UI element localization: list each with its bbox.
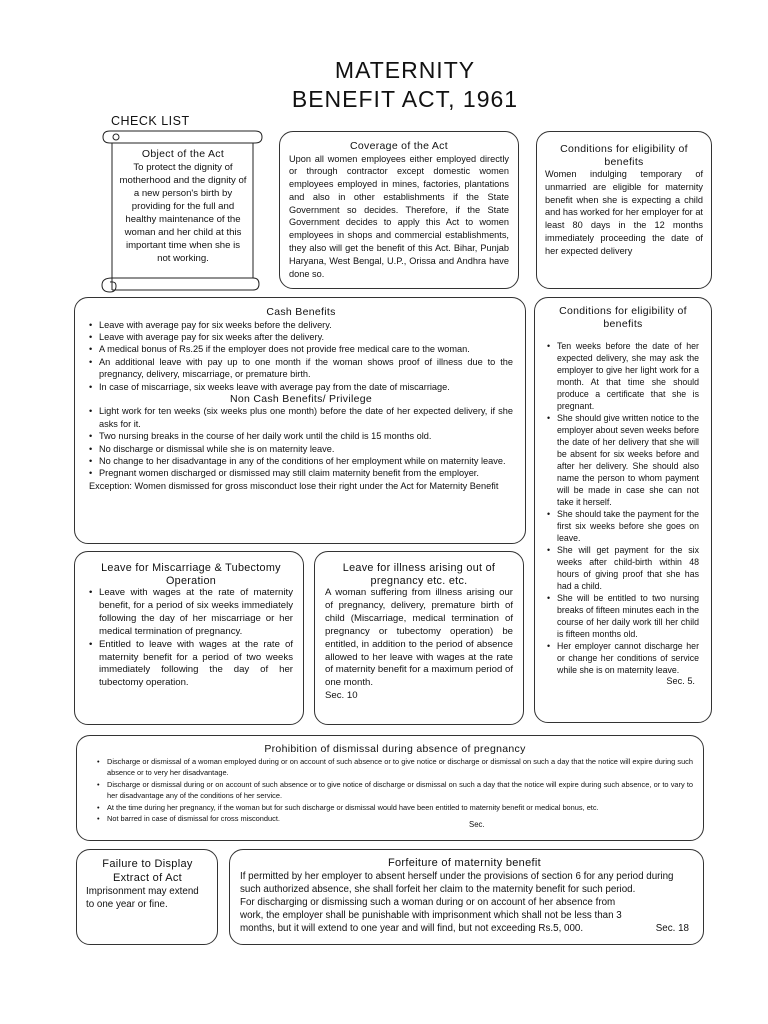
noncash-heading: Non Cash Benefits/ Privilege [229,392,373,405]
title-line-2: BENEFIT ACT, 1961 [291,86,519,112]
page-title [200,56,610,114]
eligibility-1-text: Women indulging temporary of unmarried are eligible for maternity benefit when she is expecting a child and has worked for her employer for at least 80 days in the 12 months immediately proceeding the date of her expected delivery [545,169,703,256]
eligibility-box-2 [534,297,712,723]
coverage-box [279,131,519,289]
list-item: • She should take the payment for the first six weeks before she goes on leave. [557,508,699,544]
list-item: • No change to her disadvantage in any of the conditions of her employment while on maternity leave. [99,455,513,467]
eligibility-box-1 [536,131,712,289]
list-item: • At the time during her pregnancy, if the woman but for such discharge or dismissal would have been entitled to maternity benefit or medical bonus, etc. [107,802,693,814]
list-item: • An additional leave with pay up to one month if the woman shows proof of illness due to the pregnancy, delivery, miscarriage, or premature birth. [99,356,513,381]
cash-heading: Cash Benefits [266,306,336,318]
forfeiture-section: Sec. 18 [655,922,689,934]
list-item: • She will get payment for the six weeks after child-birth within 48 hours of giving proof that she has had a child. [557,544,699,592]
list-item: • In case of miscarriage, six weeks leave with average pay from the date of miscarriage. [99,381,513,393]
list-item: • Two nursing breaks in the course of her daily work until the child is 15 months old. [99,430,513,442]
eligibility-2-section: Sec. 5. [666,676,695,686]
coverage-heading: Coverage of the Act [350,140,448,152]
list-item: • Entitled to leave with wages at the rate of maternity benefit for a period of two weeks immediately following the day of her tubectomy operation. [99,639,293,691]
list-item: • Leave with wages at the rate of maternity benefit, for a period of six weeks immediately following the day of her miscarriage or her medical termination of pregnancy. [99,587,293,639]
cash-exception: Exception: Women dismissed for gross misconduct lose their right under the Act for Maternity Benefit [89,480,499,491]
illness-heading: Leave for illness arising out of pregnancy etc. etc. [342,562,496,587]
scroll-bottom-curl [102,278,116,292]
illness-box [314,551,524,725]
eligibility-2-heading: Conditions for eligibility of benefits [559,305,687,330]
list-item: • Light work for ten weeks (six weeks plus one month) before the date of her expected delivery, if she asks for it. [99,405,513,430]
scroll-top-curl [113,134,119,140]
failure-text: Imprisonment may extend to one year or fine. [86,886,199,911]
list-item: • Not barred in case of dismissal for cross misconduct. [107,813,693,825]
eligibility-1-heading: Conditions for eligibility of benefits [560,143,688,168]
list-item: • Pregnant women discharged or dismissed may still claim maternity benefit from the employer. [99,467,513,479]
failure-heading: Failure to Display Extract of Act [102,858,193,884]
forfeiture-box [229,849,704,945]
list-item: • Discharge or dismissal of a woman employed during or on account of such absence or to give notice or discharge or dismissal on such a day that the notice will expire during such absence or to very her disadvantage. [107,756,693,779]
scroll-top-roll [103,131,262,143]
checklist-label: CHECK LIST [111,114,190,128]
title-line-1: MATERNITY [334,57,476,83]
object-text: To protect the dignity of motherhood and the dignity of a new person's birth by providing for the full and healthy maintenance of the woman and her child at this important time when she is not working. [119,161,247,264]
object-panel [118,148,248,265]
prohibition-box [76,735,704,841]
miscarriage-heading: Leave for Miscarriage & Tubectomy Operation [101,562,281,587]
list-item: • She will be entitled to two nursing breaks of fifteen minutes each in the course of her daily work till her child is fifteen months old. [557,592,699,640]
forfeiture-heading: Forfeiture of maternity benefit [388,857,541,869]
eligibility-2-list [547,340,699,676]
list-item: • She should give written notice to the employer about seven weeks before the date of her delivery that she will be absent for six weeks before and after her delivery. She should also name the person to whom payment will be made in case she can not take it herself. [557,412,699,508]
list-item: • Leave with average pay for six weeks after the delivery. [99,331,513,343]
prohibition-list [97,756,693,825]
list-item: • A medical bonus of Rs.25 if the employer does not provide free medical care to the woman. [99,343,513,355]
noncash-list [89,405,513,479]
list-item: • Discharge or dismissal during or on account of such absence or to give notice of discharge or dismissal on such a day that the notice will expire during such absence, or to vary to her disadvantage any of the conditions of her service. [107,779,693,802]
scroll-bottom-roll [112,278,259,290]
illness-section: Sec. 10 [325,690,358,702]
list-item: • Her employer cannot discharge her or change her conditions of service while she is on maternity leave. [557,640,699,676]
coverage-text: Upon all women employees either employed directly or through contractor except domestic women employees employed in mines, factories, plantations and also in other establishments if the State Government so decides. Therefore, if the State Government decides to apply this Act to women employees in shops and commercial establishments, they also will get the benefit of this Act. Bihar, Punjab Haryana, West Bengal, U.P., Orissa and Andhra have done so. [289,153,509,279]
forfeiture-para-2: For discharging or dismissing such a woman during or on account of her absence from work, the employer shall be punishable with imprisonment which shall not be less than 3 months, but it will extend to one year and will find, but not exceeding Rs.5, 000. [240,896,622,934]
prohibition-heading: Prohibition of dismissal during absence of pregnancy [264,743,526,755]
object-heading: Object of the Act [141,148,225,160]
prohibition-section: Sec. [469,820,485,829]
failure-box [76,849,218,945]
forfeiture-para-2-wrap [240,896,689,935]
miscarriage-box [74,551,304,725]
illness-text: A woman suffering from illness arising our of pregnancy, delivery, premature birth of child (Miscarriage, medical termination of pregnancy or tubectomy operation) be entitled, in addition to the period of absence allowed to her leave with wages at the rate of maternity benefit for a maximum period of one month. [325,587,513,689]
cash-list [89,319,513,393]
cash-benefits-box [74,297,526,544]
list-item: • No discharge or dismissal while she is on maternity leave. [99,443,513,455]
forfeiture-para-1: If permitted by her employer to absent herself under the provisions of section 6 for any period during such authorized absence, she shall forfeit her claim to the maternity benefit for such period. [240,870,674,895]
list-item: • Leave with average pay for six weeks before the delivery. [99,319,513,331]
list-item: • Ten weeks before the date of her expected delivery, she may ask the employer to give her light work for a month. At that time she should produce a certificate that she is pregnant. [557,340,699,412]
miscarriage-list [89,587,293,690]
